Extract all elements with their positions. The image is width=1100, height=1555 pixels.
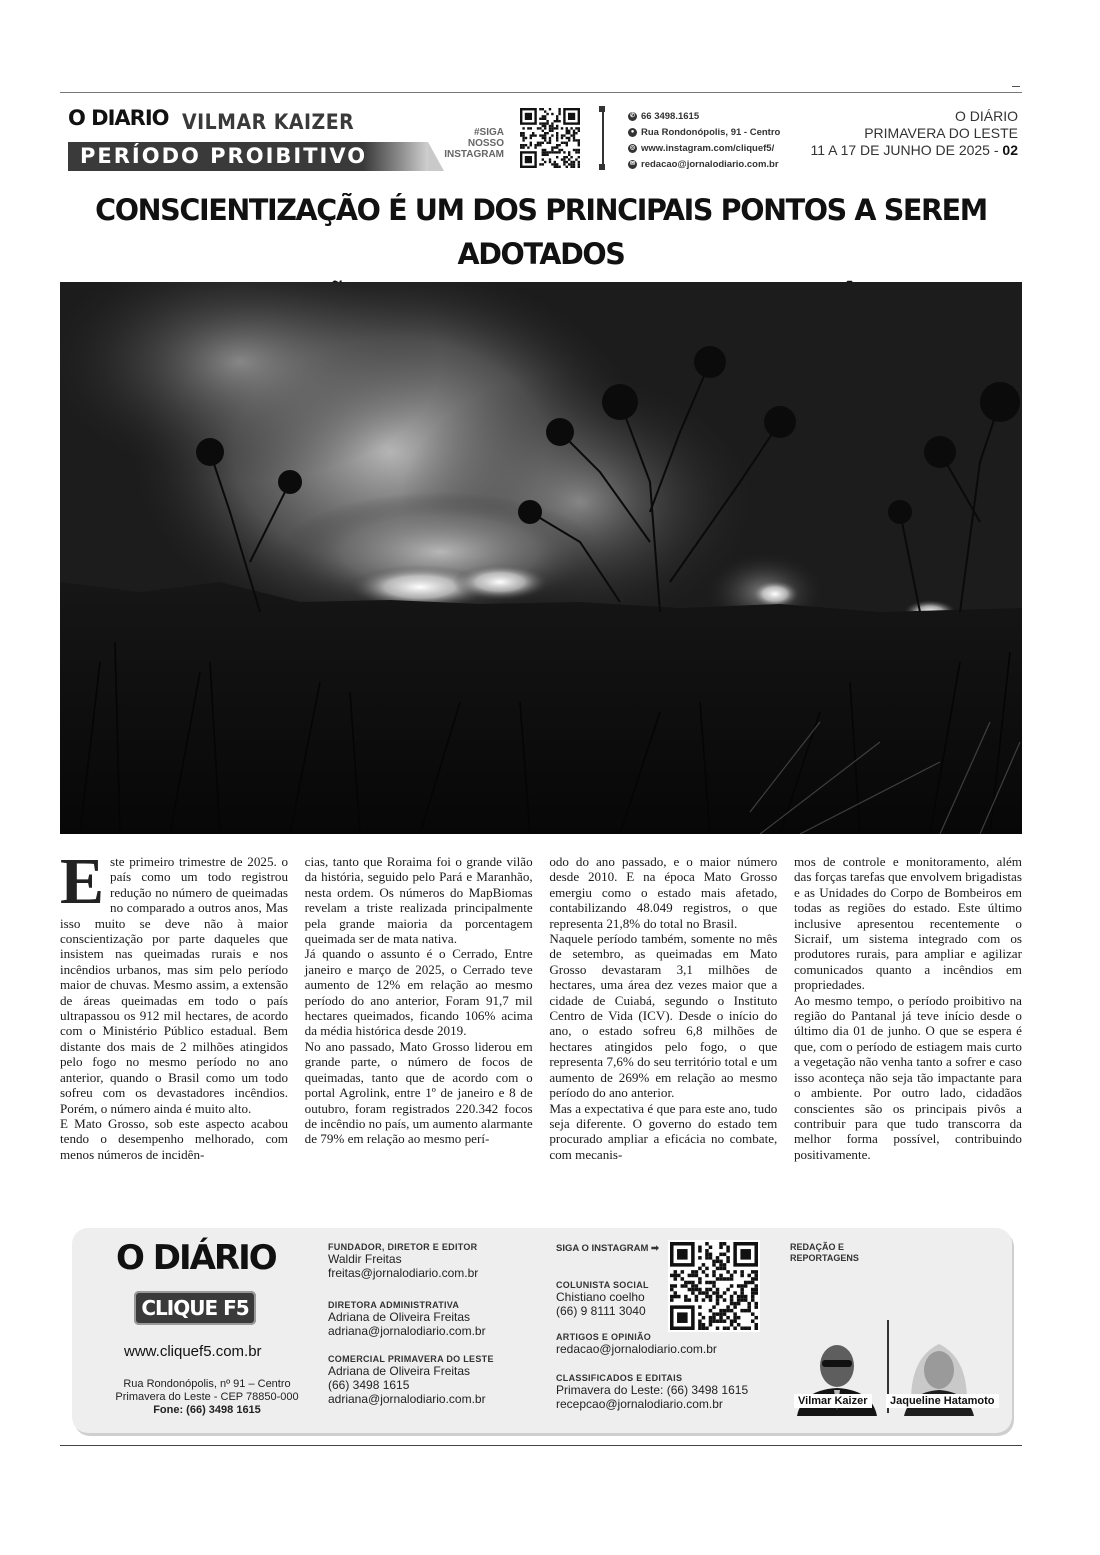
article-paragraph: ste primeiro trimestre de 2025. o país como um todo registrou redução no número de queimadas no comparado a outros anos, Mas isso muito se deve não à maior conscientização por parte daqueles que insistem nas queimadas rurais e nos incêndios urbanos, mas sim pelo período maior de chuvas. Mesmo assim, a extensão de áreas queimadas em todo o país ultrapassou os 912 mil hectares, de acordo com o Ministério Público estadual. Bem distante dos mais de 2 milhões atingidos pelo fogo no mesmo período no ano anterior, quando o Brasil como um todo sofreu com os devastadores incêndios. Porém, o número ainda é muito alto. <box>60 854 288 1116</box>
article-column-1 <box>60 845 288 1210</box>
article-column-2 <box>305 854 533 1210</box>
staff-email[interactable]: freitas@jornalodiario.com.br <box>328 1266 479 1280</box>
staff-heading: DIRETORA ADMINISTRATIVA <box>328 1300 460 1310</box>
contact-text: redacao@jornalodiario.com.br <box>641 158 779 170</box>
article-paragraph: E Mato Grosso, sob este aspecto acabou tendo o desempenho melhorado, com menos números de incidên- <box>60 1115 288 1162</box>
footer-qr-code[interactable] <box>668 1240 760 1332</box>
whatsapp-icon: ✆ <box>629 112 636 119</box>
brand-logo: O DIARIO <box>68 106 169 130</box>
follow-instagram-tag <box>438 127 504 160</box>
email-icon: ✉ <box>629 160 636 167</box>
contact-text: www.instagram.com/cliquef5/ <box>641 142 775 154</box>
social-columnist <box>556 1280 666 1318</box>
edition-paper: O DIÁRIO <box>954 108 1018 124</box>
article-paragraph: odo do ano passado, e o maior número desde 2010. E na época Mato Grosso emergiu como o estado mais afetado, contabilizando 48.049 registros, o que representa 21,8% do total no Brasil. <box>549 854 778 931</box>
article-column-3 <box>549 854 777 1210</box>
reporters-heading: REDAÇÃO E REPORTAGENS <box>790 1242 859 1263</box>
page-number: 02 <box>1002 142 1018 158</box>
article-paragraph: No ano passado, Mato Grosso liderou em grande parte, o número de focos de queimadas, tanto que de acordo com o portal Agrolink, entre 1º de janeiro e 8 de outubro, foram registrados 220.342 focos de incêndio no país, um aumento alarmante de 79% em relação ao mesmo perí- <box>304 1038 533 1147</box>
masthead-box <box>72 1228 1012 1433</box>
address-line: Primavera do Leste - CEP 78850-000 <box>115 1391 299 1403</box>
reporter-name: Jaqueline Hatamoto <box>886 1394 999 1408</box>
staff-email[interactable]: redacao@jornalodiario.com.br <box>556 1342 717 1356</box>
staff-heading: COLUNISTA SOCIAL <box>556 1280 649 1290</box>
staff-name: Adriana de Oliveira Freitas <box>328 1364 471 1378</box>
footer-address <box>92 1378 322 1417</box>
location-pin-icon: ● <box>628 128 637 137</box>
footer-logo: O DIÁRIO <box>116 1238 276 1278</box>
staff-heading: ARTIGOS E OPINIÃO <box>556 1332 652 1342</box>
instagram-follow-tag: SIGA O INSTAGRAM ➡ <box>556 1243 659 1254</box>
article-paragraph: Já quando o assunto é o Cerrado, Entre janeiro e março de 2025, o Cerrado teve aumento de 12% em relação ao mesmo período do ano anterior, Foram 91,7 mil hectares queimados, ficando 106% acima da média histórica desde 2019. <box>304 946 533 1039</box>
address-line: Rua Rondonópolis, nº 91 – Centro <box>123 1378 291 1390</box>
article-paragraph: Mas a expectativa é que para este ano, tudo seja diferente. O governo do estado tem procurado ampliar a eficácia no combate, com mecanis- <box>549 1100 778 1162</box>
columnist-name: VILMAR KAIZER <box>182 110 355 134</box>
staff-phone[interactable]: (66) 3498 1615 <box>328 1378 410 1392</box>
follow-tag-line: #SIGA <box>473 127 504 138</box>
opinion-contact <box>556 1332 756 1356</box>
instagram-icon: ◎ <box>629 144 636 151</box>
staff-heading: CLASSIFICADOS E EDITAIS <box>556 1373 683 1383</box>
article-body <box>60 845 1022 1210</box>
wildfire-photo-art <box>60 282 1022 834</box>
article-paragraph: Naquele período também, somente no mês de setembro, as queimadas em Mato Grosso devastaram 3,1 milhões de hectares, uma área dez vezes maior que a cidade de Cuiabá, segundo o Instituto Centro de Vida (ICV). Desde o início do ano, o estado sofreu 6,8 milhões de hectares atingidos pelo fogo, o que representa 7,6% do seu território total e um aumento de 269% em relação ao mesmo período do ano anterior. <box>549 931 778 1101</box>
top-rule-tick <box>1012 86 1020 87</box>
follow-tag-line: INSTAGRAM <box>444 149 504 160</box>
footer-rule <box>60 1445 1022 1446</box>
article-paragraph: cias, tanto que Roraima foi o grande vilão da história, seguido pelo Pará e Maranhão, nesta ordem. Os números do MapBiomas revelam a triste realizada principalmente pela grande maioria da porcentagem queimada ser de mata nativa. <box>304 854 533 947</box>
edition-city: PRIMAVERA DO LESTE <box>864 125 1018 141</box>
header-qr-code[interactable] <box>520 108 580 168</box>
edition-info <box>810 108 1018 159</box>
section-title: PERÍODO PROIBITIVO <box>80 144 368 168</box>
cliquef5-label: CLIQUE F5 <box>141 1296 249 1320</box>
classifieds-contact <box>556 1373 776 1411</box>
reporter-name: Vilmar Kaizer <box>794 1394 872 1408</box>
edition-line <box>810 142 1018 159</box>
staff-commercial <box>328 1354 538 1406</box>
drop-cap: E <box>60 845 105 918</box>
staff-email[interactable]: adriana@jornalodiario.com.br <box>328 1324 486 1338</box>
article-paragraph: mos de controle e monitoramento, além das forças tarefas que envolvem brigadistas e as Unidades do Corpo de Bombeiros em todas as regiões do estado. Este último inclusive apresentou recentemente o Sicraif, um sistema integrado com os produtores rurais, para ampliar e agilizar comunicados quanto a incêndios em propriedades. <box>793 854 1022 993</box>
follow-tag-line: NOSSO <box>467 138 504 149</box>
staff-name: Chistiano coelho <box>556 1290 645 1304</box>
header-divider <box>602 106 604 170</box>
staff-email[interactable]: adriana@jornalodiario.com.br <box>328 1392 486 1406</box>
footer-site-link[interactable]: www.cliquef5.com.br <box>124 1343 262 1360</box>
headline-line: CONSCIENTIZAÇÃO É UM DOS PRINCIPAIS PONTOS A SEREM ADOTADOS <box>95 193 987 271</box>
edition-dates: 11 A 17 DE JUNHO DE 2025 - <box>810 142 999 158</box>
article-paragraph: Ao mesmo tempo, o período proibitivo na região do Pantanal já teve início desde o último dia 01 de junho. O que se espera é que, com o período de estiagem mais curto a vegetação não venha tanto a sofrer e caso isso aconteça não seja tão impactante para o ambiente. Por outro lado, cidadãos conscientes são os principais pivôs a contribuir para que tudo transcorra da melhor forma possível, contribuindo positivamente. <box>793 992 1022 1162</box>
contact-text: Rua Rondonópolis, 91 - Centro <box>641 126 781 138</box>
staff-heading: COMERCIAL PRIMAVERA DO LESTE <box>328 1354 494 1364</box>
page-header <box>60 92 1022 176</box>
staff-phone[interactable]: Primavera do Leste: (66) 3498 1615 <box>556 1383 749 1397</box>
staff-name: Waldir Freitas <box>328 1252 402 1266</box>
staff-name: Adriana de Oliveira Freitas <box>328 1310 471 1324</box>
staff-founder <box>328 1242 538 1280</box>
footer-phone[interactable]: Fone: (66) 3498 1615 <box>153 1404 261 1416</box>
staff-phone[interactable]: (66) 9 8111 3040 <box>556 1304 646 1318</box>
wildfire-photo <box>60 282 1022 834</box>
contact-text: 66 3498.1615 <box>641 110 700 122</box>
cliquef5-badge <box>134 1291 256 1325</box>
staff-admin <box>328 1300 538 1338</box>
staff-email[interactable]: recepcao@jornalodiario.com.br <box>556 1397 723 1411</box>
staff-heading: FUNDADOR, DIRETOR E EDITOR <box>328 1242 478 1252</box>
article-column-4 <box>794 854 1022 1210</box>
